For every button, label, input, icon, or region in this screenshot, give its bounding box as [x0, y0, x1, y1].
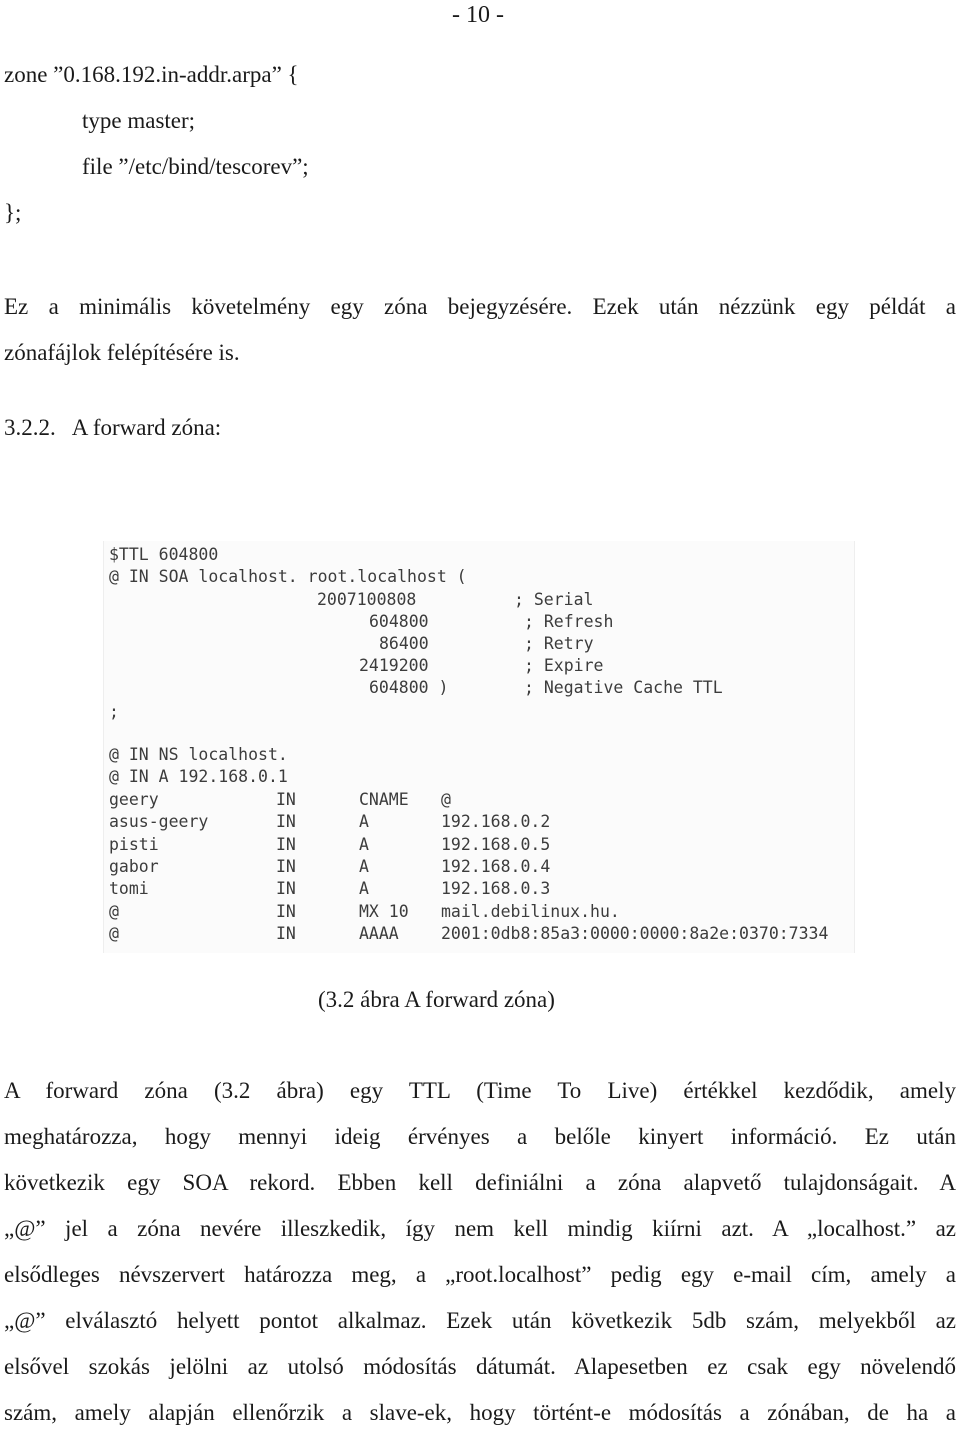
- record-name: geery: [109, 790, 159, 809]
- record-data: 2001:0db8:85a3:0000:0000:8a2e:0370:7334: [441, 924, 829, 943]
- paragraph-line: elsővel szokás jelölni az utolsó módosítás dátumát. Alapesetben ez csak egy növelendő: [4, 1354, 956, 1379]
- paragraph-line: Ez a minimális követelmény egy zóna bejegyzésére. Ezek után nézzünk egy példát a: [4, 294, 956, 319]
- record-type: A: [359, 835, 369, 854]
- zone-separator: ;: [109, 702, 119, 721]
- paragraph-line: következik egy SOA rekord. Ebben kell definiálni a zóna alapvető tulajdonságait. A: [4, 1170, 956, 1195]
- soa-comment: ; Expire: [524, 656, 604, 675]
- soa-comment: ; Negative Cache TTL: [524, 678, 723, 697]
- zone-a-line: @ IN A 192.168.0.1: [109, 767, 288, 786]
- page-number: - 10 -: [452, 2, 504, 28]
- soa-value: 2419200: [359, 656, 429, 675]
- record-class: IN: [276, 857, 296, 876]
- section-number: 3.2.2.: [4, 415, 56, 440]
- record-type: AAAA: [359, 924, 399, 943]
- record-class: IN: [276, 835, 296, 854]
- zone-soa-value-row: [109, 589, 594, 611]
- zone-soa-value-row: [109, 677, 723, 699]
- record-type: A: [359, 812, 369, 831]
- zone-record-row: [109, 834, 551, 856]
- zone-soa-line: @ IN SOA localhost. root.localhost (: [109, 567, 467, 586]
- record-data: 192.168.0.3: [441, 879, 551, 898]
- paragraph-line: elsődleges névszervert határozza meg, a „root.localhost” pedig egy e-mail cím, amely a: [4, 1262, 956, 1287]
- record-class: IN: [276, 879, 296, 898]
- record-name: pisti: [109, 835, 159, 854]
- soa-value: 2007100808: [317, 590, 417, 609]
- record-name: @: [109, 924, 119, 943]
- record-data: 192.168.0.2: [441, 812, 551, 831]
- record-name: tomi: [109, 879, 149, 898]
- zone-record-row: [109, 923, 829, 945]
- body-paragraph: [4, 1068, 956, 1436]
- record-class: IN: [276, 902, 296, 921]
- paragraph-line: szám, amely alapján ellenőrzik a slave-ek, hogy történt-e módosítás a zónában, de ha a: [4, 1400, 956, 1425]
- record-type: A: [359, 879, 369, 898]
- record-name: asus-geery: [109, 812, 209, 831]
- zone-ttl-line: $TTL 604800: [109, 545, 219, 564]
- record-data: 192.168.0.4: [441, 857, 551, 876]
- zone-ns-line: @ IN NS localhost.: [109, 745, 288, 764]
- record-class: IN: [276, 924, 296, 943]
- soa-comment: ; Serial: [514, 590, 594, 609]
- record-data: @: [441, 790, 451, 809]
- zone-record-row: [109, 789, 451, 811]
- record-type: A: [359, 857, 369, 876]
- soa-value: 604800 ): [369, 678, 449, 697]
- zone-config-line: zone ”0.168.192.in-addr.arpa” {: [4, 62, 299, 87]
- zone-soa-value-row: [109, 655, 604, 677]
- intro-paragraph: [4, 284, 956, 376]
- soa-value: 604800: [369, 612, 429, 631]
- record-name: gabor: [109, 857, 159, 876]
- zone-record-row: [109, 811, 551, 833]
- soa-comment: ; Refresh: [524, 612, 614, 631]
- paragraph-line: zónafájlok felépítésére is.: [4, 340, 240, 365]
- zone-soa-value-row: [109, 633, 594, 655]
- record-data: 192.168.0.5: [441, 835, 551, 854]
- zone-config-line: };: [4, 200, 22, 225]
- zone-config-block: [4, 52, 309, 236]
- soa-comment: ; Retry: [524, 634, 594, 653]
- zone-file-figure: [103, 541, 855, 953]
- record-class: IN: [276, 812, 296, 831]
- paragraph-line: „@” elválasztó helyett pontot alkalmaz. Ezek után következik 5db szám, melyekből az: [4, 1308, 956, 1333]
- zone-config-line: file ”/etc/bind/tescorev”;: [82, 154, 309, 179]
- zone-config-line: type master;: [82, 108, 196, 133]
- section-heading: [4, 408, 221, 448]
- zone-record-row: [109, 856, 551, 878]
- section-title: A forward zóna:: [71, 415, 222, 440]
- paragraph-line: A forward zóna (3.2 ábra) egy TTL (Time To Live) értékkel kezdődik, amely: [4, 1078, 956, 1103]
- zone-soa-value-row: [109, 611, 614, 633]
- paragraph-line: meghatározza, hogy mennyi ideig érvényes a belőle kinyert információ. Ez után: [4, 1124, 956, 1149]
- record-class: IN: [276, 790, 296, 809]
- zone-record-row: [109, 878, 551, 900]
- record-type: MX 10: [359, 902, 409, 921]
- record-name: @: [109, 902, 119, 921]
- zone-record-row: [109, 901, 620, 923]
- figure-caption: (3.2 ábra A forward zóna): [318, 987, 555, 1012]
- record-data: mail.debilinux.hu.: [441, 902, 620, 921]
- soa-value: 86400: [379, 634, 429, 653]
- record-type: CNAME: [359, 790, 409, 809]
- paragraph-line: „@” jel a zóna nevére illeszkedik, így nem kell mindig kiírni azt. A „localhost.” az: [4, 1216, 956, 1241]
